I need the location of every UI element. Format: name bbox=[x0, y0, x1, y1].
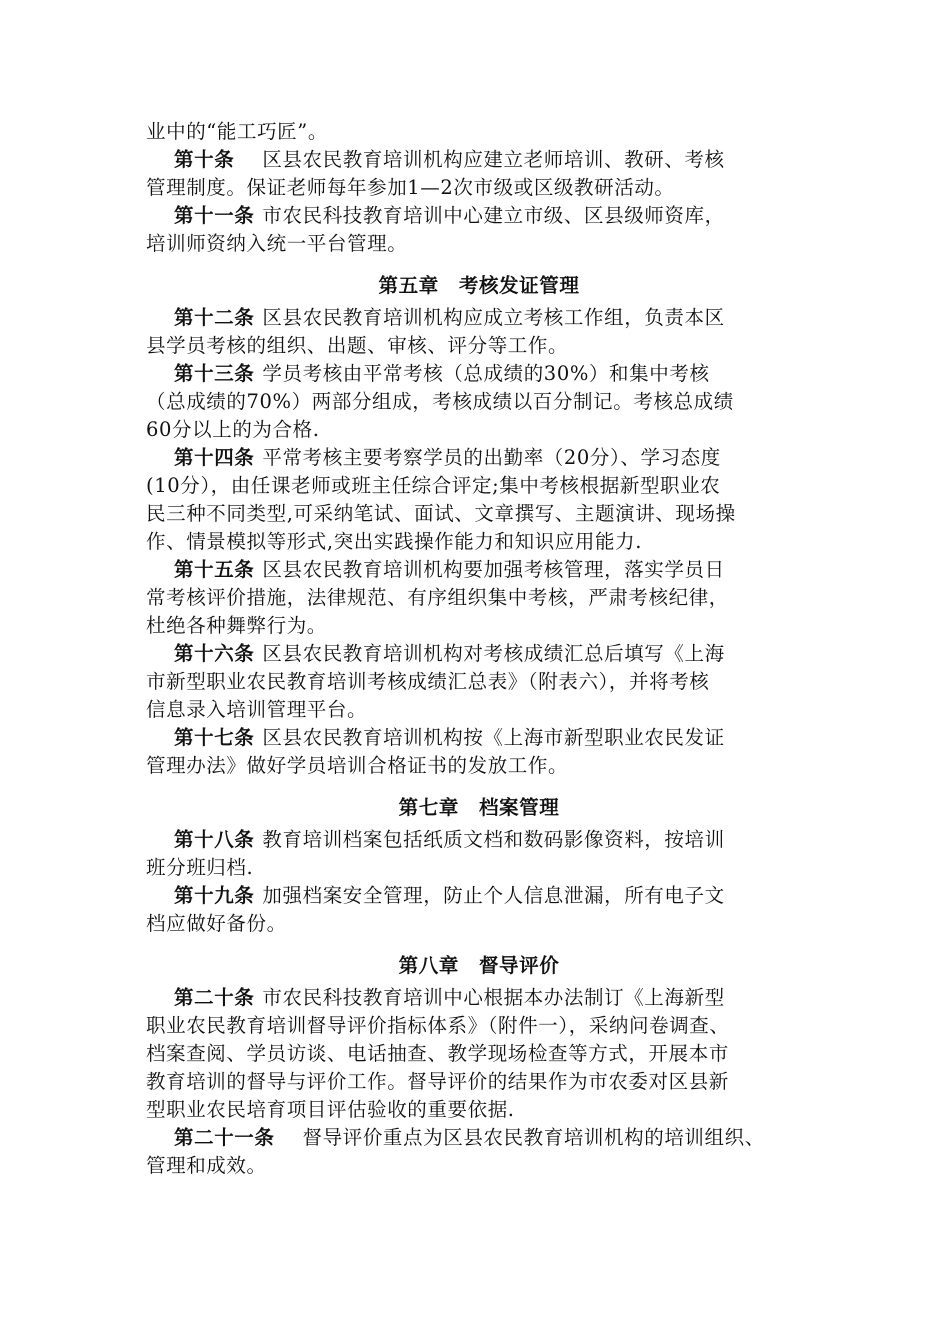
text-line bbox=[146, 444, 812, 472]
article-paragraph bbox=[146, 1124, 812, 1180]
text-line bbox=[146, 984, 812, 1012]
line-text: 民三种不同类型,可采纳笔试、面试、文章撰写、主题演讲、现场操 bbox=[146, 502, 736, 525]
line-text: 学员考核由平常考核（总成绩的30%）和集中考核 bbox=[262, 362, 710, 385]
line-text: 信息录入培训管理平台。 bbox=[146, 698, 368, 721]
chapter-heading bbox=[146, 952, 812, 980]
text-line bbox=[146, 360, 812, 388]
article-number: 第十八条 bbox=[174, 828, 255, 851]
text-line bbox=[146, 882, 812, 910]
article-paragraph bbox=[146, 360, 812, 444]
chapter-number: 第八章 bbox=[398, 954, 459, 977]
line-text: 职业农民教育培训督导评价指标体系》（附件一），采纳问卷调查、 bbox=[146, 1014, 730, 1037]
line-text: 管理制度。保证老师每年参加1—2次市级或区级教研活动。 bbox=[146, 176, 675, 199]
line-text: 市农民科技教育培训中心建立市级、区县级师资库， bbox=[262, 204, 725, 227]
article-paragraph bbox=[146, 556, 812, 640]
text-line bbox=[146, 230, 812, 258]
text-line bbox=[146, 1040, 812, 1068]
line-text: 班分班归档. bbox=[146, 856, 254, 879]
article-number: 第十二条 bbox=[174, 306, 255, 329]
text-line bbox=[146, 202, 812, 230]
text-line bbox=[146, 910, 812, 938]
line-text: 市农民科技教育培训中心根据本办法制订《上海新型 bbox=[262, 986, 725, 1009]
article-paragraph bbox=[146, 984, 812, 1124]
chapter-heading bbox=[146, 272, 812, 300]
chapter-title: 档案管理 bbox=[478, 796, 560, 819]
line-text: 60分以上的为合格. bbox=[146, 418, 320, 441]
text-line bbox=[146, 416, 812, 444]
line-text: 作、情景模拟等形式,突出实践操作能力和知识应用能力. bbox=[146, 530, 642, 553]
text-line bbox=[146, 332, 812, 360]
text-line bbox=[146, 556, 812, 584]
article-number: 第十九条 bbox=[174, 884, 255, 907]
article-paragraph bbox=[146, 118, 812, 146]
article-number: 第十一条 bbox=[174, 204, 255, 227]
article-paragraph bbox=[146, 444, 812, 556]
chapter-title: 督导评价 bbox=[478, 954, 560, 977]
line-text: 型职业农民培育项目评估验收的重要依据. bbox=[146, 1098, 515, 1121]
line-text: 平常考核主要考察学员的出勤率（20分）、学习态度 bbox=[262, 446, 721, 469]
text-line bbox=[146, 388, 812, 416]
line-text: 培训师资纳入统一平台管理。 bbox=[146, 232, 408, 255]
line-text: 区县农民教育培训机构应成立考核工作组，负责本区 bbox=[262, 306, 725, 329]
article-paragraph bbox=[146, 882, 812, 938]
text-line bbox=[146, 640, 812, 668]
text-line bbox=[146, 752, 812, 780]
text-line bbox=[146, 304, 812, 332]
article-number: 第二十条 bbox=[174, 986, 255, 1009]
article-number: 第二十一条 bbox=[174, 1126, 275, 1149]
line-text: 区县农民教育培训机构按《上海市新型职业农民发证 bbox=[262, 726, 725, 749]
line-text: （总成绩的70%）两部分组成，考核成绩以百分制记。考核总成绩 bbox=[146, 390, 734, 413]
line-text: 档应做好备份。 bbox=[146, 912, 287, 935]
text-line bbox=[146, 1124, 812, 1152]
text-line bbox=[146, 1068, 812, 1096]
text-line bbox=[146, 500, 812, 528]
article-number: 第十三条 bbox=[174, 362, 255, 385]
text-line bbox=[146, 528, 812, 556]
article-paragraph bbox=[146, 724, 812, 780]
line-text: 督导评价重点为区县农民教育培训机构的培训组织、 bbox=[302, 1126, 765, 1149]
line-text: 区县农民教育培训机构要加强考核管理，落实学员日 bbox=[262, 558, 725, 581]
line-text: 档案查阅、学员访谈、电话抽查、教学现场检查等方式，开展本市 bbox=[146, 1042, 729, 1065]
article-number: 第十条 bbox=[174, 148, 235, 171]
text-line bbox=[146, 146, 812, 174]
line-text: 杜绝各种舞弊行为。 bbox=[146, 614, 327, 637]
line-text: 区县农民教育培训机构对考核成绩汇总后填写《上海 bbox=[262, 642, 725, 665]
text-line bbox=[146, 1012, 812, 1040]
text-line bbox=[146, 724, 812, 752]
line-text: 管理办法》做好学员培训合格证书的发放工作。 bbox=[146, 754, 569, 777]
text-line bbox=[146, 174, 812, 202]
line-text: 管理和成效。 bbox=[146, 1154, 267, 1177]
chapter-number: 第七章 bbox=[398, 796, 459, 819]
article-paragraph bbox=[146, 202, 812, 258]
article-paragraph bbox=[146, 304, 812, 360]
text-line bbox=[146, 826, 812, 854]
article-paragraph bbox=[146, 146, 812, 202]
article-paragraph bbox=[146, 640, 812, 724]
article-number: 第十六条 bbox=[174, 642, 255, 665]
text-line bbox=[146, 854, 812, 882]
line-text: 加强档案安全管理，防止个人信息泄漏，所有电子文 bbox=[262, 884, 725, 907]
article-number: 第十四条 bbox=[174, 446, 255, 469]
line-text: 市新型职业农民教育培训考核成绩汇总表》（附表六），并将考核 bbox=[146, 670, 710, 693]
text-line bbox=[146, 1096, 812, 1124]
article-paragraph bbox=[146, 826, 812, 882]
article-number: 第十五条 bbox=[174, 558, 255, 581]
chapter-number: 第五章 bbox=[378, 274, 439, 297]
line-text: 常考核评价措施，法律规范、有序组织集中考核，严肃考核纪律， bbox=[146, 586, 729, 609]
article-number: 第十七条 bbox=[174, 726, 255, 749]
line-text: 教育培训档案包括纸质文档和数码影像资料，按培训 bbox=[262, 828, 725, 851]
line-text: (10分），由任课老师或班主任综合评定;集中考核根据新型职业农 bbox=[146, 474, 721, 497]
text-line bbox=[146, 1152, 812, 1180]
text-line bbox=[146, 584, 812, 612]
text-line bbox=[146, 668, 812, 696]
text-line bbox=[146, 696, 812, 724]
line-text: 业中的“能工巧匠”。 bbox=[146, 120, 328, 143]
line-text: 教育培训的督导与评价工作。督导评价的结果作为市农委对区县新 bbox=[146, 1070, 729, 1093]
text-line bbox=[146, 612, 812, 640]
document-page bbox=[146, 118, 812, 1180]
text-line bbox=[146, 472, 812, 500]
line-text: 县学员考核的组织、出题、审核、评分等工作。 bbox=[146, 334, 569, 357]
line-text: 区县农民教育培训机构应建立老师培训、教研、考核 bbox=[262, 148, 725, 171]
chapter-heading bbox=[146, 794, 812, 822]
chapter-title: 考核发证管理 bbox=[458, 274, 580, 297]
text-line bbox=[146, 118, 812, 146]
